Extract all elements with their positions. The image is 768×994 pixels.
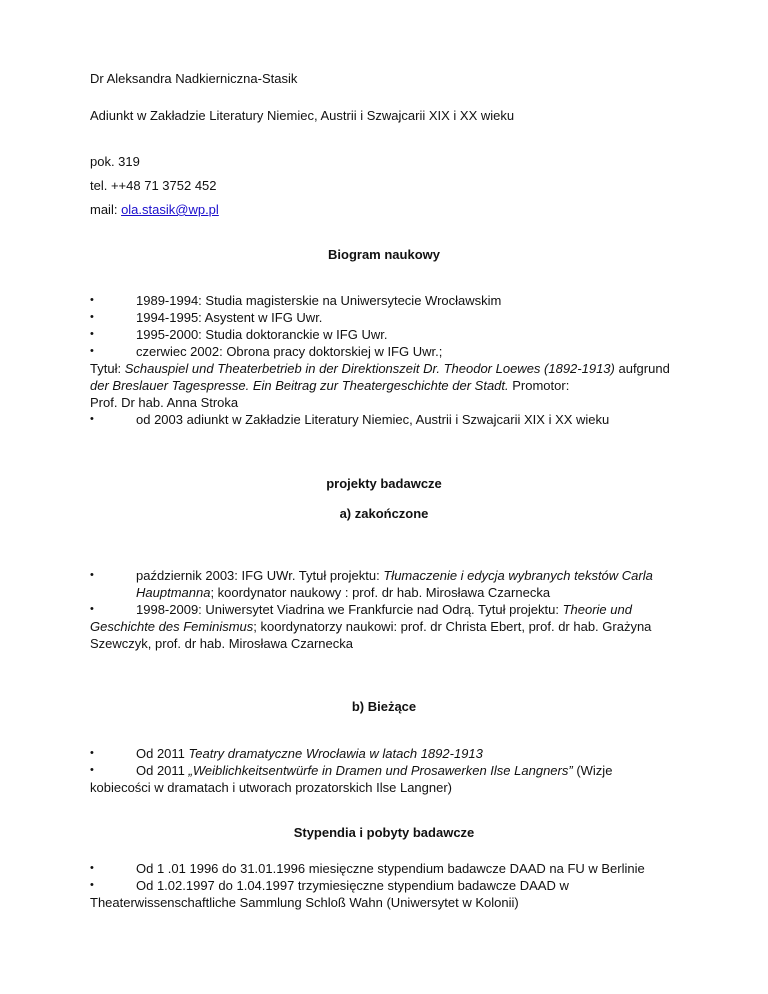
project-line-1: Od 2011 Teatry dramatyczne Wrocławia w latach 1892-1913: [136, 746, 483, 761]
project-line-1: październik 2003: IFG UWr. Tytuł projektu: Tłumaczenie i edycja wybranych tekstów Carla: [136, 568, 653, 583]
thesis-text: aufgrund: [614, 361, 670, 376]
room-number: pok. 319: [90, 154, 140, 169]
promotor-label: Promotor:: [508, 378, 570, 393]
bullet-icon: •: [90, 328, 94, 340]
current-heading: b) Bieżące: [351, 699, 417, 714]
completed-heading: a) zakończone: [339, 506, 429, 521]
stipend-text: Od 1 .01 1996 do 31.01.1996 miesięczne stypendium badawcze DAAD na FU w Berlinie: [136, 861, 645, 876]
mail-label: mail:: [90, 202, 122, 217]
thesis-title: Schauspiel und Theaterbetrieb in der Direktionszeit Dr. Theodor Loewes (1892-1913): [124, 361, 615, 376]
thesis-title-cont: der Breslauer Tagespresse. Ein Beitrag zur Theatergeschichte der Stadt.: [90, 378, 509, 393]
project-line-2: Geschichte des Feminismus; koordynatorzy naukowi: prof. dr Christa Ebert, prof. dr hab. Grażyna: [90, 619, 652, 634]
bio-item-text: 1989-1994: Studia magisterskie na Uniwersytecie Wrocławskim: [136, 293, 502, 308]
promotor-name: Prof. Dr hab. Anna Stroka: [90, 395, 239, 410]
thesis-label: Tytuł:: [90, 361, 125, 376]
project-line-1: Od 2011 „Weiblichkeitsentwürfe in Dramen und Prosawerken Ilse Langners” (Wizje: [136, 763, 613, 778]
stipend-text-cont: Theaterwissenschaftliche Sammlung Schloß Wahn (Uniwersytet w Kolonii): [90, 895, 519, 910]
bullet-icon: •: [90, 747, 94, 759]
project-line-1: 1998-2009: Uniwersytet Viadrina we Frankfurcie nad Odrą. Tytuł projektu: Theorie und: [136, 602, 632, 617]
bullet-icon: •: [90, 311, 94, 323]
thesis-line-2: [90, 377, 569, 394]
stipends-heading: Stypendia i pobyty badawcze: [293, 825, 475, 840]
bullet-icon: •: [90, 764, 94, 776]
project-line-2: kobiecości w dramatach i utworach prozatorskich Ilse Langner): [90, 780, 453, 795]
project-line-3: Szewczyk, prof. dr hab. Mirosława Czarnecka: [90, 636, 353, 651]
bullet-icon: •: [90, 569, 94, 581]
bullet-icon: •: [90, 879, 94, 891]
bio-item-text: od 2003 adiunkt w Zakładzie Literatury Niemiec, Austrii i Szwajcarii XIX i XX wieku: [136, 412, 610, 427]
bio-item-text: 1994-1995: Asystent w IFG Uwr.: [136, 310, 323, 325]
project-line-2: Hauptmanna; koordynator naukowy : prof. dr hab. Mirosława Czarnecka: [136, 585, 551, 600]
projects-heading: projekty badawcze: [326, 476, 442, 491]
bullet-icon: •: [90, 345, 94, 357]
stipend-text: Od 1.02.1997 do 1.04.1997 trzymiesięczne stypendium badawcze DAAD w: [136, 878, 569, 893]
bio-heading: Biogram naukowy: [328, 247, 440, 262]
mail-line: [90, 201, 219, 218]
bullet-icon: •: [90, 603, 94, 615]
thesis-line-1: [90, 360, 670, 377]
mail-link[interactable]: ola.stasik@wp.pl: [121, 202, 219, 217]
bullet-icon: •: [90, 862, 94, 874]
bio-item-text: czerwiec 2002: Obrona pracy doktorskiej w IFG Uwr.;: [136, 344, 443, 359]
author-name: Dr Aleksandra Nadkierniczna-Stasik: [90, 71, 298, 86]
bullet-icon: •: [90, 413, 94, 425]
phone-number: tel. ++48 71 3752 452: [90, 178, 217, 193]
author-position: Adiunkt w Zakładzie Literatury Niemiec, Austrii i Szwajcarii XIX i XX wieku: [90, 108, 515, 123]
bio-item-text: 1995-2000: Studia doktoranckie w IFG Uwr.: [136, 327, 388, 342]
bullet-icon: •: [90, 294, 94, 306]
